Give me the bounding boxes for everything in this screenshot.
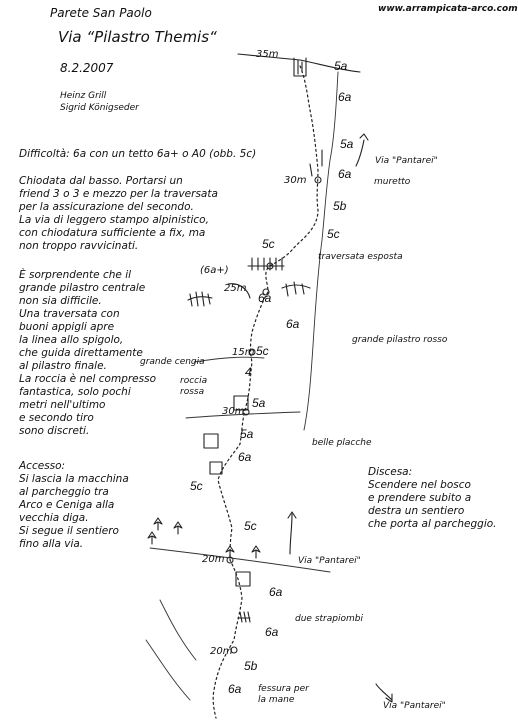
author-1: Heinz Grill xyxy=(60,91,107,101)
grade-p14: 5c xyxy=(190,479,203,493)
gear-line: per la assicurazione del secondo. xyxy=(19,201,194,213)
descent-line: destra un sentiero xyxy=(368,505,465,517)
length-30m-top: 30m xyxy=(284,175,307,186)
grade-p16: 6a xyxy=(269,585,283,599)
tree-icon-5 xyxy=(252,546,260,558)
gear-line: non troppo ravvicinati. xyxy=(19,240,139,252)
grade-p6: 5c xyxy=(262,237,275,251)
surprise-line: non sia difficile. xyxy=(19,295,102,307)
label-traversata-esposta: traversata esposta xyxy=(318,252,403,262)
gear-line: La via di leggero stampo alpinistico, xyxy=(19,214,209,226)
surprise-line: È sorprendente che il xyxy=(19,269,132,281)
label-grande-cengia: grande cengia xyxy=(140,357,205,367)
pillar-block-3 xyxy=(210,462,222,474)
surprise-line: che guida direttamente xyxy=(19,347,143,359)
surprise-line: Una traversata con xyxy=(19,308,120,320)
grade-p13: 6a xyxy=(238,450,252,464)
difficulty-text: Difficoltà: 6a con un tetto 6a+ o A0 (obb. 5c) xyxy=(19,148,257,160)
length-15m: 15m xyxy=(232,347,255,358)
length-30m-mid: 30m xyxy=(222,406,245,417)
access-line: fino alla via. xyxy=(19,538,84,550)
base-scrub xyxy=(146,600,196,700)
grade-p19: 6a xyxy=(228,682,242,696)
roof-hatch-3 xyxy=(282,282,310,296)
label-roccia-rossa: roccia rossa xyxy=(180,376,208,397)
pillar-block-2 xyxy=(204,434,218,448)
access-line: vecchia diga. xyxy=(19,512,89,524)
surprise-line: buoni appigli apre xyxy=(19,321,115,333)
surprise-line: fantastica, solo pochi xyxy=(19,386,131,398)
surprise-line: grande pilastro centrale xyxy=(19,282,146,294)
grade-p3: 6a xyxy=(338,167,352,181)
surprise-line: sono discreti. xyxy=(19,425,90,437)
access-line: al parcheggio tra xyxy=(19,486,109,498)
grade-p5: 5c xyxy=(327,227,340,241)
label-grande-pilastro-rosso: grande pilastro rosso xyxy=(352,335,448,345)
access-heading: Accesso: xyxy=(19,460,66,472)
gear-line: con chiodatura sufficiente a fix, ma xyxy=(19,227,206,239)
descent-description xyxy=(368,466,497,531)
surprise-line: metri nell'ultimo xyxy=(19,399,106,411)
grade-p8: 6a xyxy=(286,317,300,331)
label-belle-placche: belle placche xyxy=(312,438,372,448)
tree-icon-2 xyxy=(174,522,182,534)
label-muretto: muretto xyxy=(374,177,411,187)
character-description xyxy=(19,269,156,438)
label-fessura: fessura per la mane xyxy=(258,684,309,705)
label-due-strapiombi: due strapiombi xyxy=(295,614,363,624)
label-pantarei-bottom: Via "Pantarei" xyxy=(383,701,446,711)
tree-icon-3 xyxy=(148,532,156,544)
surprise-line: la linea allo spigolo, xyxy=(19,334,124,346)
author-2: Sigrid Königseder xyxy=(60,103,139,113)
length-6a-plus: (6a+) xyxy=(200,265,229,276)
tree-icon-1 xyxy=(154,518,162,530)
surprise-line: La roccia è nel compresso xyxy=(19,373,156,385)
grade-p12: 5a xyxy=(240,427,254,441)
label-pantarei-top: Via "Pantarei" xyxy=(375,156,438,166)
grade-p4: 5b xyxy=(333,199,347,213)
route-title: Via “Pilastro Themis“ xyxy=(58,28,217,46)
grade-p11: 5a xyxy=(252,396,266,410)
label-pantarei-mid: Via "Pantarei" xyxy=(298,556,361,566)
arrow-pantarei-mid xyxy=(288,512,296,554)
surprise-line: e secondo tiro xyxy=(19,412,94,424)
grade-p15: 5c xyxy=(244,519,257,533)
wall-name: Parete San Paolo xyxy=(50,6,152,20)
descent-line: che porta al parcheggio. xyxy=(368,518,497,530)
website-url: www.arrampicata-arco.com xyxy=(378,4,518,14)
length-25m: 25m xyxy=(224,283,247,294)
length-35m: 35m xyxy=(256,49,279,60)
grade-p10: 4 xyxy=(245,365,252,379)
descent-line: e prendere subito a xyxy=(368,492,472,504)
grade-top: 5a xyxy=(334,59,348,73)
gear-description xyxy=(19,175,218,253)
tree-icon-4 xyxy=(226,546,234,558)
route-date: 8.2.2007 xyxy=(60,61,114,75)
access-line: Si segue il sentiero xyxy=(19,525,119,537)
descent-line: Scendere nel bosco xyxy=(368,479,471,491)
grade-p7: 6a xyxy=(258,291,272,305)
grade-p9: 5c xyxy=(256,344,269,358)
grade-p2: 5a xyxy=(340,137,354,151)
arrow-pantarei-top xyxy=(356,134,368,166)
grade-p1: 6a xyxy=(338,90,352,104)
descent-heading: Discesa: xyxy=(368,466,413,478)
access-line: Si lascia la macchina xyxy=(19,473,129,485)
access-description xyxy=(19,460,129,551)
grade-p18: 5b xyxy=(244,659,258,673)
surprise-line: al pilastro finale. xyxy=(19,360,107,372)
roof-hatch-2 xyxy=(188,292,212,306)
length-20m-low: 20m xyxy=(210,646,233,657)
access-line: Arco e Ceniga alla xyxy=(19,499,115,511)
grade-p17: 6a xyxy=(265,625,279,639)
roof-hatch-1 xyxy=(248,258,284,270)
overhang-hatch xyxy=(238,612,250,622)
gear-line: friend 3 o 3 e mezzo per la traversata xyxy=(19,188,218,200)
length-20m-mid: 20m xyxy=(202,554,225,565)
gear-line: Chiodata dal basso. Portarsi un xyxy=(19,175,183,187)
